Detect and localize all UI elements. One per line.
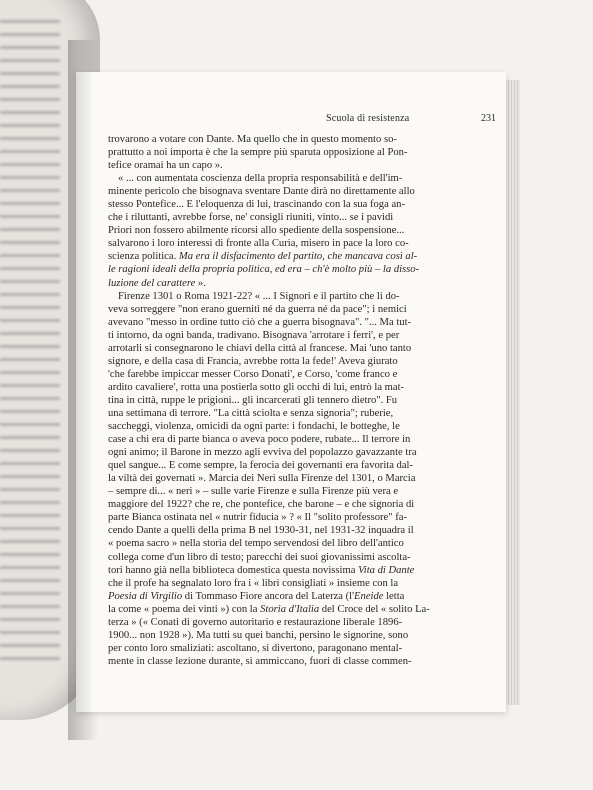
text-line: case a chi era di parte bianca o aveva poco podere, rubate... Il terrore in	[108, 434, 411, 446]
italic-text: le ragioni ideali della propria politica, ed era – ch'è molto più – la disso-	[108, 264, 420, 276]
text-line: signore, e della casa di Francia, avrebbe rotta la fede!' Aveva giurato	[108, 355, 398, 367]
text-line: mente in classe lezione durante, si ammiccano, fuori di classe commen-	[108, 655, 412, 667]
text-line: quel sangue... E come sempre, la ferocia dei governanti era favorita dal-	[108, 460, 414, 472]
text-line: veva sorreggere "non erano guerniti né da guerra né da pace"; i nemici	[108, 303, 407, 315]
body-text	[108, 133, 493, 668]
page-number: 231	[481, 113, 496, 124]
text-line: ardito cavaliere', rotta una postierla sotto gli occhi di lui, entrò la mat-	[108, 381, 405, 393]
text-line	[108, 263, 493, 276]
text-line: Priori non fossero abilmente ricorsi allo spediente della sospensione...	[108, 225, 405, 237]
text-line: tori hanno già nella biblioteca domestica questa novissima Vita di Dante	[108, 564, 415, 576]
text-line: trovarono a votare con Dante. Ma quello che in questo momento so-	[108, 134, 397, 145]
text-line: ogni animo; il Barone in mezzo agli evviva del popolazzo gavazzante tra	[108, 447, 417, 459]
text-line: salvarono i loro interessi di fronte alla Curia, misero in pace la loro co-	[108, 238, 409, 250]
text-line: stesso Pontefice... E l'eloquenza di lui, trascinando con la sua foga an-	[108, 199, 405, 211]
text-line: maggiore del 1922? che re, che pontefice, che barone – e che signoria di	[108, 499, 415, 511]
italic-title: Eneide	[354, 590, 384, 602]
text-line: la come « poema dei vinti ») con la Storia d'Italia del Croce del « solito La-	[108, 603, 430, 615]
page-fold-shadow	[76, 72, 94, 712]
text-line: minente pericolo che bisognava sventare Dante dirà no direttamente allo	[108, 186, 415, 198]
text-line: saccheggi, violenza, omicidi da ogni parte: i fondachi, le botteghe, le	[108, 421, 400, 433]
text-line: « poema sacro » nella storia del tempo servendosi del libro dell'antico	[108, 538, 404, 550]
text-line: 1900... non 1928 »). Ma tutti su quei banchi, persino le signorine, sono	[108, 629, 409, 641]
left-page-blurred-text	[0, 20, 60, 660]
text-line: terza » (« Conati di governo autoritario e restaurazione liberale 1896-	[108, 616, 403, 628]
text-line: per conto loro smaliziati: ascoltano, si divertono, paragonano mental-	[108, 642, 403, 654]
running-header	[326, 113, 504, 129]
text-line: ti intorno, da ogni banda, tradivano. Bisognava 'arrotare i ferri', e per	[108, 329, 400, 341]
text-line	[108, 277, 493, 290]
text-line: che il profe ha segnalato loro fra i « libri consigliati » insieme con la	[108, 577, 399, 589]
text-line: arrotarli si consegnarono le chiavi della città al francese. Mai 'uno tanto	[108, 342, 412, 354]
text-line: cendo Dante a quelli della prima B nel 1930-31, nel 1931-32 inquadra il	[108, 525, 414, 537]
text-line: Poesia di Virgilio di Tommaso Fiore ancora del Laterza (l'Eneide letta	[108, 590, 405, 602]
text-line: tefice oramai ha un capo ».	[108, 160, 223, 172]
page-edges	[506, 80, 520, 705]
text-line: una settimana di terrore. "La città sciolta e senza signoria"; ruberie,	[108, 407, 394, 419]
text-line: che i riluttanti, avrebbe forse, ne' consigli riuniti, vinto... se i pavidi	[108, 212, 394, 224]
italic-text: Ma era il disfacimento del partito, che mancava così al-	[178, 251, 418, 263]
text-line: avevano "messo in ordine tutto ciò che a guerra bisognava". "... Ma tut-	[108, 316, 412, 328]
text-line: « ... con aumentata coscienza della propria responsabilità e dell'im-	[118, 173, 403, 185]
text-suffix: ».	[195, 277, 206, 289]
text-line: 'che farebbe impiccar messer Corso Donati', e Corso, 'come franco e	[108, 368, 398, 380]
italic-text: luzione del carattere	[108, 277, 196, 289]
italic-title: Poesia di Virgilio	[108, 590, 183, 602]
text-line: – sempre di... « neri » – sulle varie Firenze e sulla Firenze più vera e	[108, 486, 399, 498]
text-line: tina in città, ruppe le prigioni... gli incarcerati gli tennero dietro". Fu	[108, 394, 398, 406]
text-line: prattutto a noi importa è che la sempre più sparuta opposizione al Pon-	[108, 147, 408, 159]
italic-title: Storia d'Italia	[260, 603, 320, 615]
running-title: Scuola di resistenza	[326, 113, 410, 124]
text-line: la viltà dei governati ». Marcia dei Neri sulla Firenze del 1301, o Marcia	[108, 473, 416, 485]
italic-title: Vita di Dante	[358, 564, 415, 576]
text-line: scienza politica. Ma era il disfacimento del partito, che mancava così al-	[108, 251, 418, 263]
text-line: parte Bianca ostinata nel « nutrir fiducia » ? « Il "solito professore" fa-	[108, 512, 407, 524]
text-line: Firenze 1301 o Roma 1921-22? « ... I Signori e il partito che li do-	[118, 290, 400, 302]
text-line: collega come d'un libro di testo; parecchi dei suoi giovanissimi ascolta-	[108, 551, 411, 563]
